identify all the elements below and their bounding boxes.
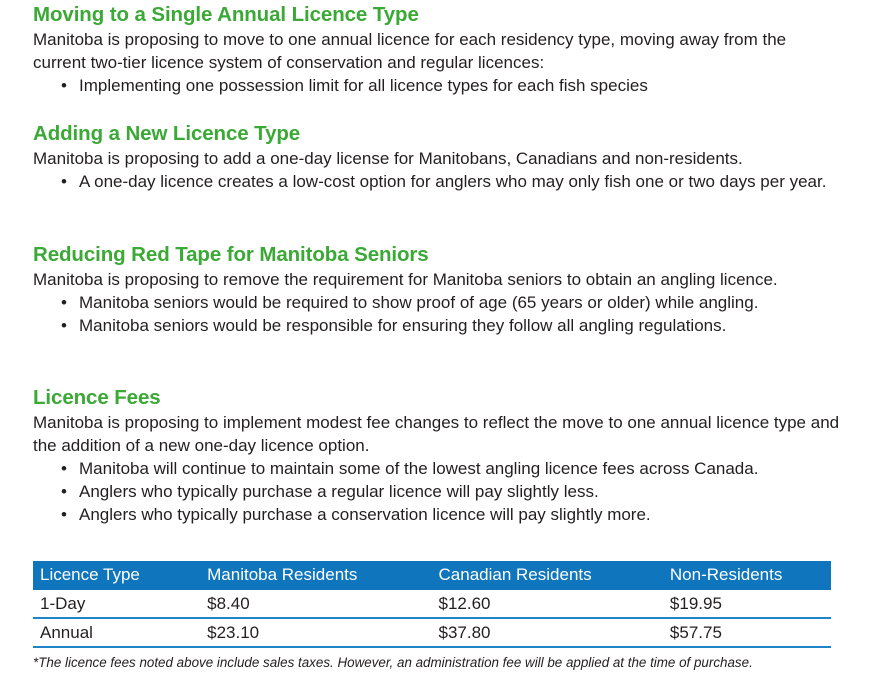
section-body-text: Manitoba is proposing to implement modest fee changes to reflect the move to one annual licence type and the addition of a new one-day licence option.	[33, 413, 840, 455]
list-item-text: Anglers who typically purchase a regular licence will pay slightly less.	[79, 482, 599, 501]
list-item	[33, 480, 843, 503]
table-cell: $57.75	[663, 618, 831, 647]
section-seniors-red-tape	[33, 242, 778, 337]
bullet-list	[33, 170, 826, 193]
list-item	[33, 314, 778, 337]
list-item	[33, 457, 843, 480]
list-item-text: Anglers who typically purchase a conservation licence will pay slightly more.	[79, 505, 651, 524]
bullet-icon: •	[61, 172, 67, 191]
section-body	[33, 147, 826, 170]
list-item-text: Manitoba seniors would be required to show proof of age (65 years or older) while angling.	[79, 293, 759, 312]
table-header	[33, 561, 831, 589]
section-heading: Reducing Red Tape for Manitoba Seniors	[33, 243, 429, 266]
section-body	[33, 411, 843, 457]
table-cell: 1-Day	[33, 589, 200, 618]
fee-footnote: *The licence fees noted above include sales taxes. However, an administration fee will be applied at the time of purchase.	[33, 655, 753, 670]
bullet-icon: •	[61, 293, 67, 312]
list-item-text: Implementing one possession limit for all licence types for each fish species	[79, 76, 648, 95]
list-item	[33, 170, 826, 193]
section-body	[33, 28, 843, 74]
section-heading: Moving to a Single Annual Licence Type	[33, 3, 419, 26]
section-heading: Licence Fees	[33, 386, 161, 409]
list-item	[33, 74, 843, 97]
bullet-list	[33, 74, 843, 97]
section-single-annual-licence	[33, 2, 843, 97]
bullet-list	[33, 291, 778, 337]
section-body-text: Manitoba is proposing to add a one-day license for Manitobans, Canadians and non-residents.	[33, 149, 743, 168]
column-header-canadian-residents: Canadian Residents	[432, 561, 663, 589]
licence-fee-table	[33, 561, 831, 648]
section-body-text: Manitoba is proposing to move to one annual licence for each residency type, moving away from the current two-tier licence system of conservation and regular licences:	[33, 30, 787, 72]
column-header-licence-type: Licence Type	[33, 561, 200, 589]
bullet-icon: •	[61, 459, 67, 478]
list-item-text: Manitoba will continue to maintain some of the lowest angling licence fees across Canada.	[79, 459, 759, 478]
section-body-text: Manitoba is proposing to remove the requirement for Manitoba seniors to obtain an angling licence.	[33, 270, 778, 289]
table-header-row	[33, 561, 831, 589]
bullet-icon: •	[61, 505, 67, 524]
column-header-non-residents: Non-Residents	[663, 561, 831, 589]
bullet-icon: •	[61, 482, 67, 501]
section-licence-fees	[33, 385, 843, 526]
list-item	[33, 291, 778, 314]
table-body	[33, 589, 831, 647]
section-heading: Adding a New Licence Type	[33, 122, 301, 145]
section-new-licence-type	[33, 121, 826, 193]
bullet-list	[33, 457, 843, 526]
column-header-manitoba-residents: Manitoba Residents	[200, 561, 431, 589]
table-cell: $8.40	[200, 589, 431, 618]
table-cell: $23.10	[200, 618, 431, 647]
list-item-text: Manitoba seniors would be responsible for ensuring they follow all angling regulations.	[79, 316, 727, 335]
list-item-text: A one-day licence creates a low-cost option for anglers who may only fish one or two days per year.	[79, 172, 827, 191]
table-cell: $37.80	[432, 618, 663, 647]
table-row	[33, 618, 831, 647]
bullet-icon: •	[61, 76, 67, 95]
table-row	[33, 589, 831, 618]
bullet-icon: •	[61, 316, 67, 335]
table-cell: Annual	[33, 618, 200, 647]
table-cell: $19.95	[663, 589, 831, 618]
table-cell: $12.60	[432, 589, 663, 618]
list-item	[33, 503, 843, 526]
section-body	[33, 268, 778, 291]
